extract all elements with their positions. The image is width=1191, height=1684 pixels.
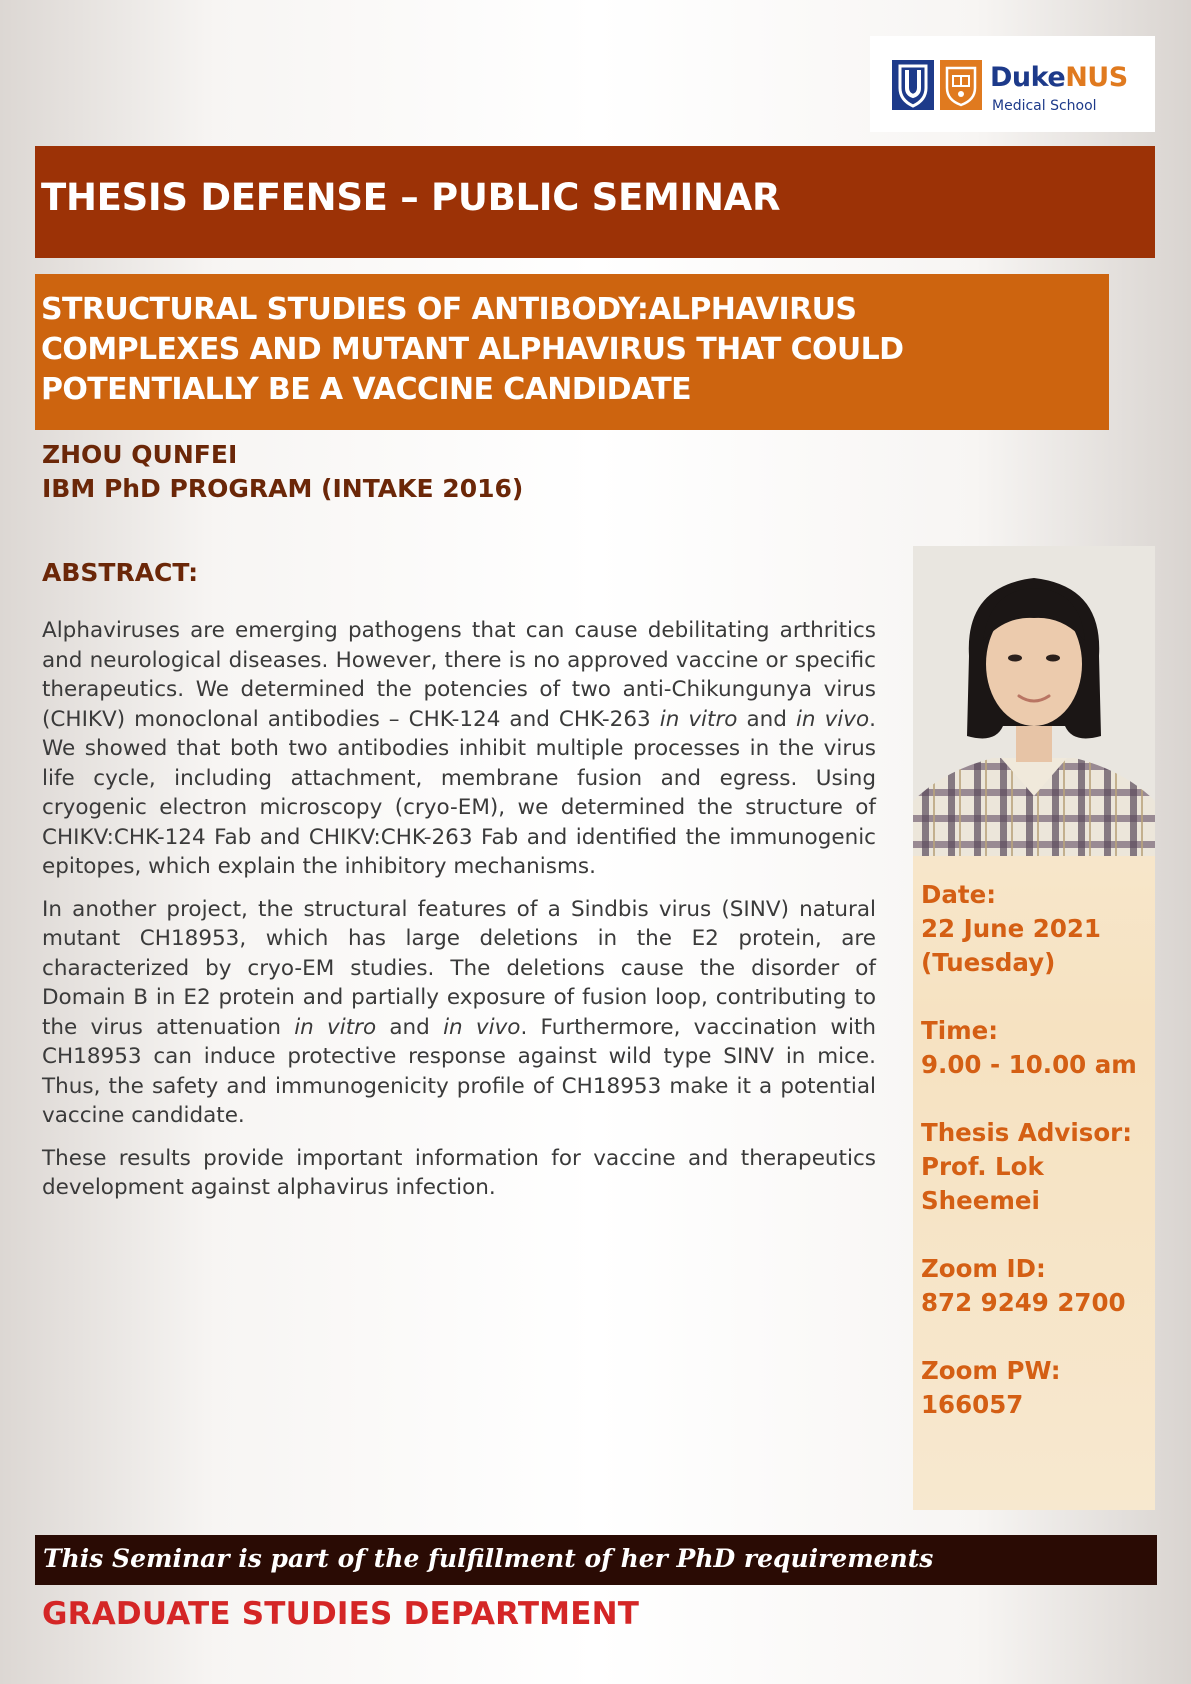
abstract-paragraph: Alphaviruses are emerging pathogens that can cause debilitating arthritics and neurological diseases. However, there is no approved vaccine or specific therapeutics. We determined the potencies of two anti-Chikungunya virus (CHIKV) monoclonal antibodies – CHK-124 and CHK-263 in vitro and in vivo. We showed that both two antibodies inhibit multiple processes in the virus life cycle, including attachment, membrane fusion and egress. Using cryogenic electron microscopy (cryo-EM), we determined the structure of CHIKV:CHK-124 Fab and CHIKV:CHK-263 Fab and identified the immunogenic epitopes, which explain the inhibitory mechanisms. xyxy=(42,618,876,879)
advisor-block xyxy=(921,1116,1153,1218)
zoom-pw-value: 166057 xyxy=(921,1390,1024,1419)
logo-wordmark: DukeNUS xyxy=(990,62,1128,93)
department-name: GRADUATE STUDIES DEPARTMENT xyxy=(42,1596,640,1632)
time-label: Time: xyxy=(921,1016,999,1045)
logo-subtitle: Medical School xyxy=(992,98,1097,114)
presenter-photo xyxy=(913,546,1155,856)
abstract-paragraph: In another project, the structural features of a Sindbis virus (SINV) natural mutant CH18953, which has large deletions in the E2 protein, are characterized by cryo-EM studies. The deletions cause the disorder of Domain B in E2 protein and partially exposure of fusion loop, contributing to the virus attenuation in vitro and in vivo. Furthermore, vaccination with CH18953 can induce protective response against wild type SINV in mice. Thus, the safety and immunogenicity profile of CH18953 make it a potential vaccine candidate. xyxy=(42,896,877,1128)
date-block xyxy=(921,878,1153,980)
zoom-pw-block xyxy=(921,1354,1153,1422)
advisor-label: Thesis Advisor: xyxy=(921,1118,1133,1147)
zoom-id-block xyxy=(921,1252,1153,1320)
seminar-details xyxy=(921,878,1153,1456)
zoom-id-value: 872 9249 2700 xyxy=(921,1288,1126,1317)
time-value: 9.00 - 10.00 am xyxy=(921,1050,1137,1079)
zoom-pw-label: Zoom PW: xyxy=(921,1356,1061,1385)
date-value: 22 June 2021 xyxy=(921,914,1101,943)
title-banner xyxy=(35,146,1155,258)
thesis-title: STRUCTURAL STUDIES OF ANTIBODY:ALPHAVIRUS COMPLEXES AND MUTANT ALPHAVIRUS THAT COULD POTENTIALLY BE A VACCINE CANDIDATE xyxy=(41,292,904,407)
duke-shield-icon xyxy=(892,60,934,110)
abstract-paragraph: These results provide important information for vaccine and therapeutics development against alphavirus infection. xyxy=(42,1145,876,1200)
time-block xyxy=(921,1014,1153,1082)
abstract-body xyxy=(42,616,876,1216)
duke-nus-logo xyxy=(870,36,1155,132)
advisor-name-line1: Prof. Lok xyxy=(921,1152,1044,1181)
nus-crest-icon xyxy=(940,60,982,110)
zoom-id-label: Zoom ID: xyxy=(921,1254,1046,1283)
page-title: THESIS DEFENSE – PUBLIC SEMINAR xyxy=(41,176,781,219)
presenter-block xyxy=(42,438,523,506)
day-value: (Tuesday) xyxy=(921,948,1056,977)
requirement-note: This Seminar is part of the fulfillment of her PhD requirements xyxy=(43,1544,934,1573)
footer-band xyxy=(35,1535,1157,1585)
abstract-heading: ABSTRACT: xyxy=(42,558,199,587)
seminar-info-panel xyxy=(913,546,1155,1510)
advisor-name-line2: Sheemei xyxy=(921,1186,1040,1215)
topic-banner xyxy=(35,274,1109,430)
presenter-program: IBM PhD PROGRAM (INTAKE 2016) xyxy=(42,474,524,503)
presenter-name: ZHOU QUNFEI xyxy=(42,440,238,469)
date-label: Date: xyxy=(921,880,996,909)
